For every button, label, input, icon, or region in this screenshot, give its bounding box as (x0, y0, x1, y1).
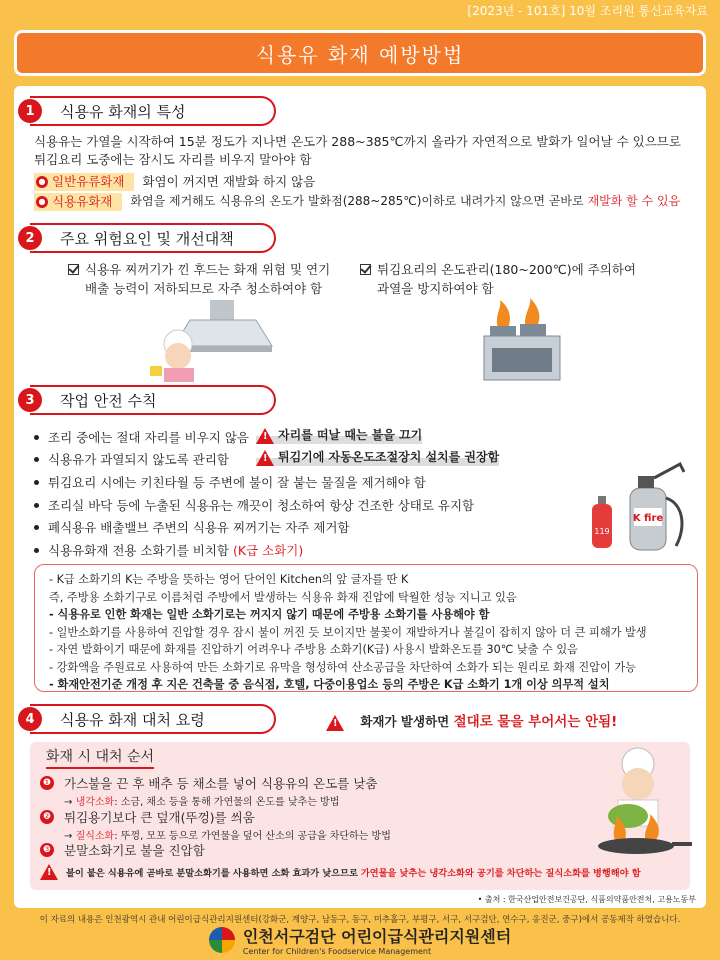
k-line-4: - 일반소화기를 사용하여 진압할 경우 잠시 불이 꺼진 듯 보이지만 불꽃이 재발하거나 불길이 잡히지 않아 더 큰 피해가 발생 (49, 625, 647, 639)
safety-rule-2: 식용유가 과열되지 않도록 관리함 (34, 450, 229, 468)
general-fire-tag: ● 일반유류화재 (34, 173, 134, 191)
fire-dot-icon: ● (36, 176, 48, 188)
page-title: 식용유 화재 예방방법 (14, 30, 706, 76)
k-line-3: - 식용유로 인한 화재는 일반 소화기로는 꺼지지 않기 때문에 주방용 소화기를 사용해야 함 (49, 608, 490, 621)
warning-icon (326, 715, 344, 731)
center-english-name: Center for Children's Foodservice Management (242, 947, 432, 956)
s1-line1: 식용유는 가열을 시작하여 15분 정도가 지나면 온도가 288~385℃까지 올라가 자연적으로 발화가 일어날 수 있으므로 (34, 134, 681, 149)
extinguisher-label: K fire (632, 513, 664, 524)
section-1-title: 식용유 화재의 특성 (60, 102, 186, 121)
safety-rule-1: 조리 중에는 절대 자리를 비우지 않음 (34, 428, 249, 446)
k-line-2: 즉, 주방용 소화기구로 이름처럼 주방에서 발생하는 식용유 화재 진압에 탁월한 성능 지니고 있음 (49, 590, 517, 604)
safety-rule-5: 폐식용유 배출밸브 주변의 식용유 찌꺼기는 자주 제거함 (34, 518, 350, 536)
footer-note: 이 자료의 내용은 인천광역시 관내 어린이급식관리지원센터(강화군, 계양구, 남동구, 동구, 미추홀구, 부평구, 서구, 서구검단, 연수구, 옹진군, 중구)에서 공동제작 하였습니다. (39, 915, 681, 925)
k-line-5: - 자연 발화이기 때문에 화재를 진압하기 어려우나 주방용 소화기(K급) 사용시 발화온도를 30℃ 낮출 수 있음 (49, 643, 578, 656)
no-water-warning: ! 화재가 발생하면 절대로 물을 부어서는 안됨! (326, 710, 617, 731)
source-credit: • 출처 : 한국산업안전보건공단, 식품의약품안전처, 고용노동부 (477, 895, 696, 904)
section-1-number: 1 (18, 99, 42, 123)
oil-fire-desc-red: 재발화 할 수 있음 (587, 194, 681, 208)
response-step-2: ❷ 튀김용기보다 큰 덮개(뚜껑)를 씌움 (40, 808, 255, 826)
warning-icon (256, 450, 274, 466)
s1-line2: 튀김요리 도중에는 잠시도 자리를 비우지 말아야 함 (34, 152, 312, 167)
checkbox-icon (360, 264, 371, 275)
warn-thermostat-note: !튀김기에 자동온도조절장치 설치를 권장함 (256, 448, 499, 466)
response-step-3: ❸ 분말소화기로 불을 진압함 (40, 841, 205, 859)
k-line-7: - 화재안전기준 개정 후 지은 건축물 중 음식점, 호텔, 다중이용업소 등의 주방은 K급 소화기 1개 이상 의무적 설치 (49, 678, 610, 691)
s2-left-text: 식용유 찌꺼기가 낀 후드는 화재 위험 및 연기 배출 능력이 저하되므로 자주 청소하여야 함 (68, 260, 330, 298)
safety-rule-4: 조리실 바닥 등에 누출된 식용유는 깨끗이 청소하여 항상 건조한 상태로 유지함 (34, 496, 474, 514)
section-4-header (25, 704, 276, 734)
s1-row-oil (34, 192, 680, 211)
center-logo (0, 924, 720, 956)
content-panel (14, 86, 706, 908)
section-2-header (25, 223, 276, 253)
general-fire-desc: 화염이 꺼지면 재발화 하지 않음 (142, 174, 316, 189)
fire-dot-icon: ● (36, 196, 48, 208)
checkbox-icon (68, 264, 79, 275)
section-4-number: 4 (18, 707, 42, 731)
response-substep-1: → 냉각소화: 소금, 채소 등을 통해 가연물의 온도를 낮추는 방법 (64, 797, 340, 808)
k-fire-extinguisher-illustration (580, 458, 696, 558)
section-3-header (25, 385, 276, 415)
warn-leave-note: !자리를 떠날 때는 불을 끄기 (256, 426, 422, 444)
s1-row-general (34, 172, 315, 191)
warning-icon (40, 864, 58, 880)
chef-fire-response-illustration (582, 746, 692, 864)
stove-illustration (480, 298, 564, 382)
k-class-info-box (34, 564, 698, 692)
section-3-number: 3 (18, 388, 42, 412)
k-line-6: - 강화액을 주원료로 사용하여 만든 소화기로 유막을 형성하여 산소공급을 차단하여 소화가 되는 원리로 화재 진압이 가능 (49, 660, 636, 674)
safety-rule-3: 튀김요리 시에는 키친타월 등 주변에 불이 잘 붙는 물질을 제거해야 함 (34, 473, 426, 491)
center-logo-icon (209, 927, 235, 953)
hood-cleaning-illustration (140, 298, 290, 382)
oil-fire-tag: ● 식용유화재 (34, 193, 122, 211)
oil-fire-desc: 화염을 제거해도 식용유의 온도가 발화점(288~285℃)이하로 내려가지 않으면 곧바로 (130, 194, 584, 208)
can-label: 119 (594, 527, 610, 536)
response-bottom-note: ! 불이 붙은 식용유에 곧바로 분말소화기를 사용하면 소화 효과가 낮으므로 가연물을 낮추는 냉각소화와 공기를 차단하는 질식소화를 병행해야 함 (40, 864, 641, 880)
k-line-1: - K급 소화기의 K는 주방을 뜻하는 영어 단어인 Kitchen의 앞 글자를 딴 K (49, 573, 409, 586)
response-subtitle: 화재 시 대처 순서 (46, 746, 154, 769)
warning-icon (256, 428, 274, 444)
section-3-title: 작업 안전 수칙 (60, 391, 157, 410)
s2-right-text: 튀김요리의 온도관리(180~200℃)에 주의하여 과열을 방지하여야 함 (360, 260, 636, 298)
section-4-title: 식용유 화재 대처 요령 (60, 710, 205, 729)
response-substep-2: → 질식소화: 뚜껑, 모포 등으로 가연물을 덮어 산소의 공급을 차단하는 방법 (64, 831, 391, 842)
issue-label: [2023년 - 101호] 10월 조리원 통신교육자료 (467, 4, 708, 18)
safety-rule-6: 식용유화재 전용 소화기를 비치함 (K급 소화기) (34, 541, 303, 559)
center-name: 인천서구검단 어린이급식관리지원센터 (242, 927, 512, 946)
section-1-header (25, 96, 276, 126)
section-2-title: 주요 위험요인 및 개선대책 (60, 229, 234, 248)
section-2-number: 2 (18, 226, 42, 250)
response-step-1: ❶ 가스불을 끈 후 배추 등 채소를 넣어 식용유의 온도를 낮춤 (40, 774, 378, 792)
